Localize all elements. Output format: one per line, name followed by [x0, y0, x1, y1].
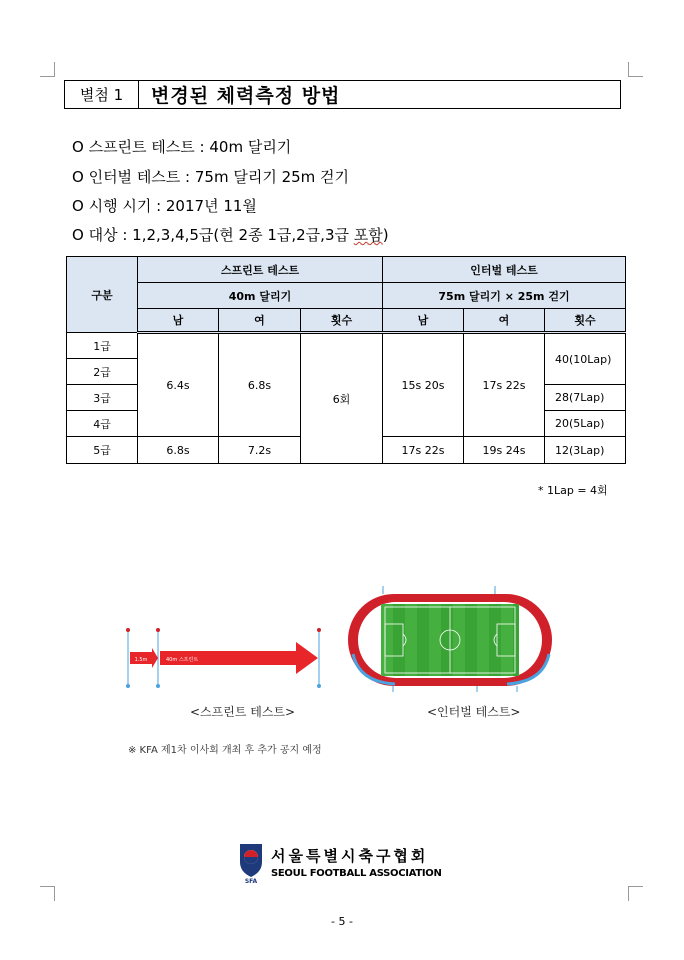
header-sprint-female: 여 [219, 309, 301, 333]
marker-dot [126, 684, 130, 688]
header-sprint-male: 남 [138, 309, 219, 333]
header-interval-female: 여 [464, 309, 545, 333]
bullet-interval: O 인터벌 테스트 : 75m 달리기 25m 걷기 [72, 168, 350, 186]
crop-mark-top-right [628, 62, 643, 77]
bullet-target-prefix: O 대상 : 1,2,3,4,5급(현 2종 1급,2급,3급 [72, 226, 354, 244]
page-number: - 5 - [331, 915, 353, 928]
org-name-korean: 서울특별시축구협회 [271, 847, 429, 865]
sprint-caption: <스프린트 테스트> [190, 705, 296, 719]
crop-mark-bottom-right [628, 886, 643, 901]
title-label: 별첨 1 [65, 81, 139, 108]
interval-male-cell: 15s 20s [383, 333, 464, 437]
bullet-target-suffix: ) [382, 226, 389, 244]
org-footer [237, 840, 442, 884]
marker-dot [156, 628, 160, 632]
grade-cell: 2급 [67, 359, 138, 385]
notice-text: ※ KFA 제1차 이사회 개최 후 추가 공지 예정 [128, 745, 322, 756]
header-category: 구분 [67, 257, 138, 333]
interval-count-cell: 20(5Lap) [545, 411, 626, 437]
bullet-target-underlined: 포함 [353, 226, 383, 244]
field-stripe [501, 604, 513, 676]
page-title: 변경된 체력측정 방법 [151, 85, 341, 107]
field-stripe [405, 604, 417, 676]
interval-count-cell: 12(3Lap) [545, 437, 626, 464]
track-diagram [345, 582, 557, 694]
logo-text: SFA [244, 878, 258, 884]
marker-dot [156, 684, 160, 688]
bullet-sprint: O 스프린트 테스트 : 40m 달리기 [72, 138, 292, 156]
crop-mark-top-left [40, 62, 55, 77]
header-interval-count: 횟수 [545, 309, 626, 333]
sfa-logo-icon [237, 840, 265, 884]
sprint-male-cell: 6.4s [138, 333, 219, 437]
grade-cell: 4급 [67, 411, 138, 437]
fitness-table [66, 256, 626, 464]
small-arrow-head [152, 648, 158, 668]
grade-cell: 3급 [67, 385, 138, 411]
grade-cell: 5급 [67, 437, 138, 464]
big-arrow-label: 40m 스프린트 [166, 657, 199, 663]
marker-dot [317, 628, 321, 632]
header-interval: 인터벌 테스트 [383, 257, 626, 283]
crop-mark-bottom-left [40, 886, 55, 901]
org-name [271, 845, 442, 879]
interval-female-cell: 17s 22s [464, 333, 545, 437]
field-stripe [381, 604, 393, 676]
sprint-diagram [118, 620, 330, 692]
header-interval-sub: 75m 달리기 × 25m 걷기 [383, 283, 626, 309]
big-arrow-head [296, 642, 318, 674]
lap-footnote: * 1Lap = 4회 [538, 484, 608, 497]
interval-male-cell: 17s 22s [383, 437, 464, 464]
marker-dot [317, 684, 321, 688]
interval-count-cell: 40(10Lap) [545, 333, 626, 385]
bullet-target [72, 224, 389, 245]
bullet-schedule: O 시행 시기 : 2017년 11월 [72, 197, 257, 215]
header-sprint-count: 횟수 [301, 309, 383, 333]
header-interval-male: 남 [383, 309, 464, 333]
sprint-count-cell: 6회 [301, 333, 383, 464]
interval-female-cell: 19s 24s [464, 437, 545, 464]
header-sprint: 스프린트 테스트 [138, 257, 383, 283]
interval-caption: <인터벌 테스트> [427, 705, 521, 719]
grade-cell: 1급 [67, 333, 138, 359]
field-stripe [429, 604, 441, 676]
small-arrow-label: 1.5m [134, 657, 148, 663]
marker-dot [126, 628, 130, 632]
field-stripe [453, 604, 465, 676]
title-box [64, 80, 621, 109]
sprint-female-cell: 7.2s [219, 437, 301, 464]
sprint-male-cell: 6.8s [138, 437, 219, 464]
header-sprint-sub: 40m 달리기 [138, 283, 383, 309]
org-name-english: SEOUL FOOTBALL ASSOCIATION [271, 868, 442, 879]
field-stripe [477, 604, 489, 676]
interval-count-cell: 28(7Lap) [545, 385, 626, 411]
sprint-female-cell: 6.8s [219, 333, 301, 437]
